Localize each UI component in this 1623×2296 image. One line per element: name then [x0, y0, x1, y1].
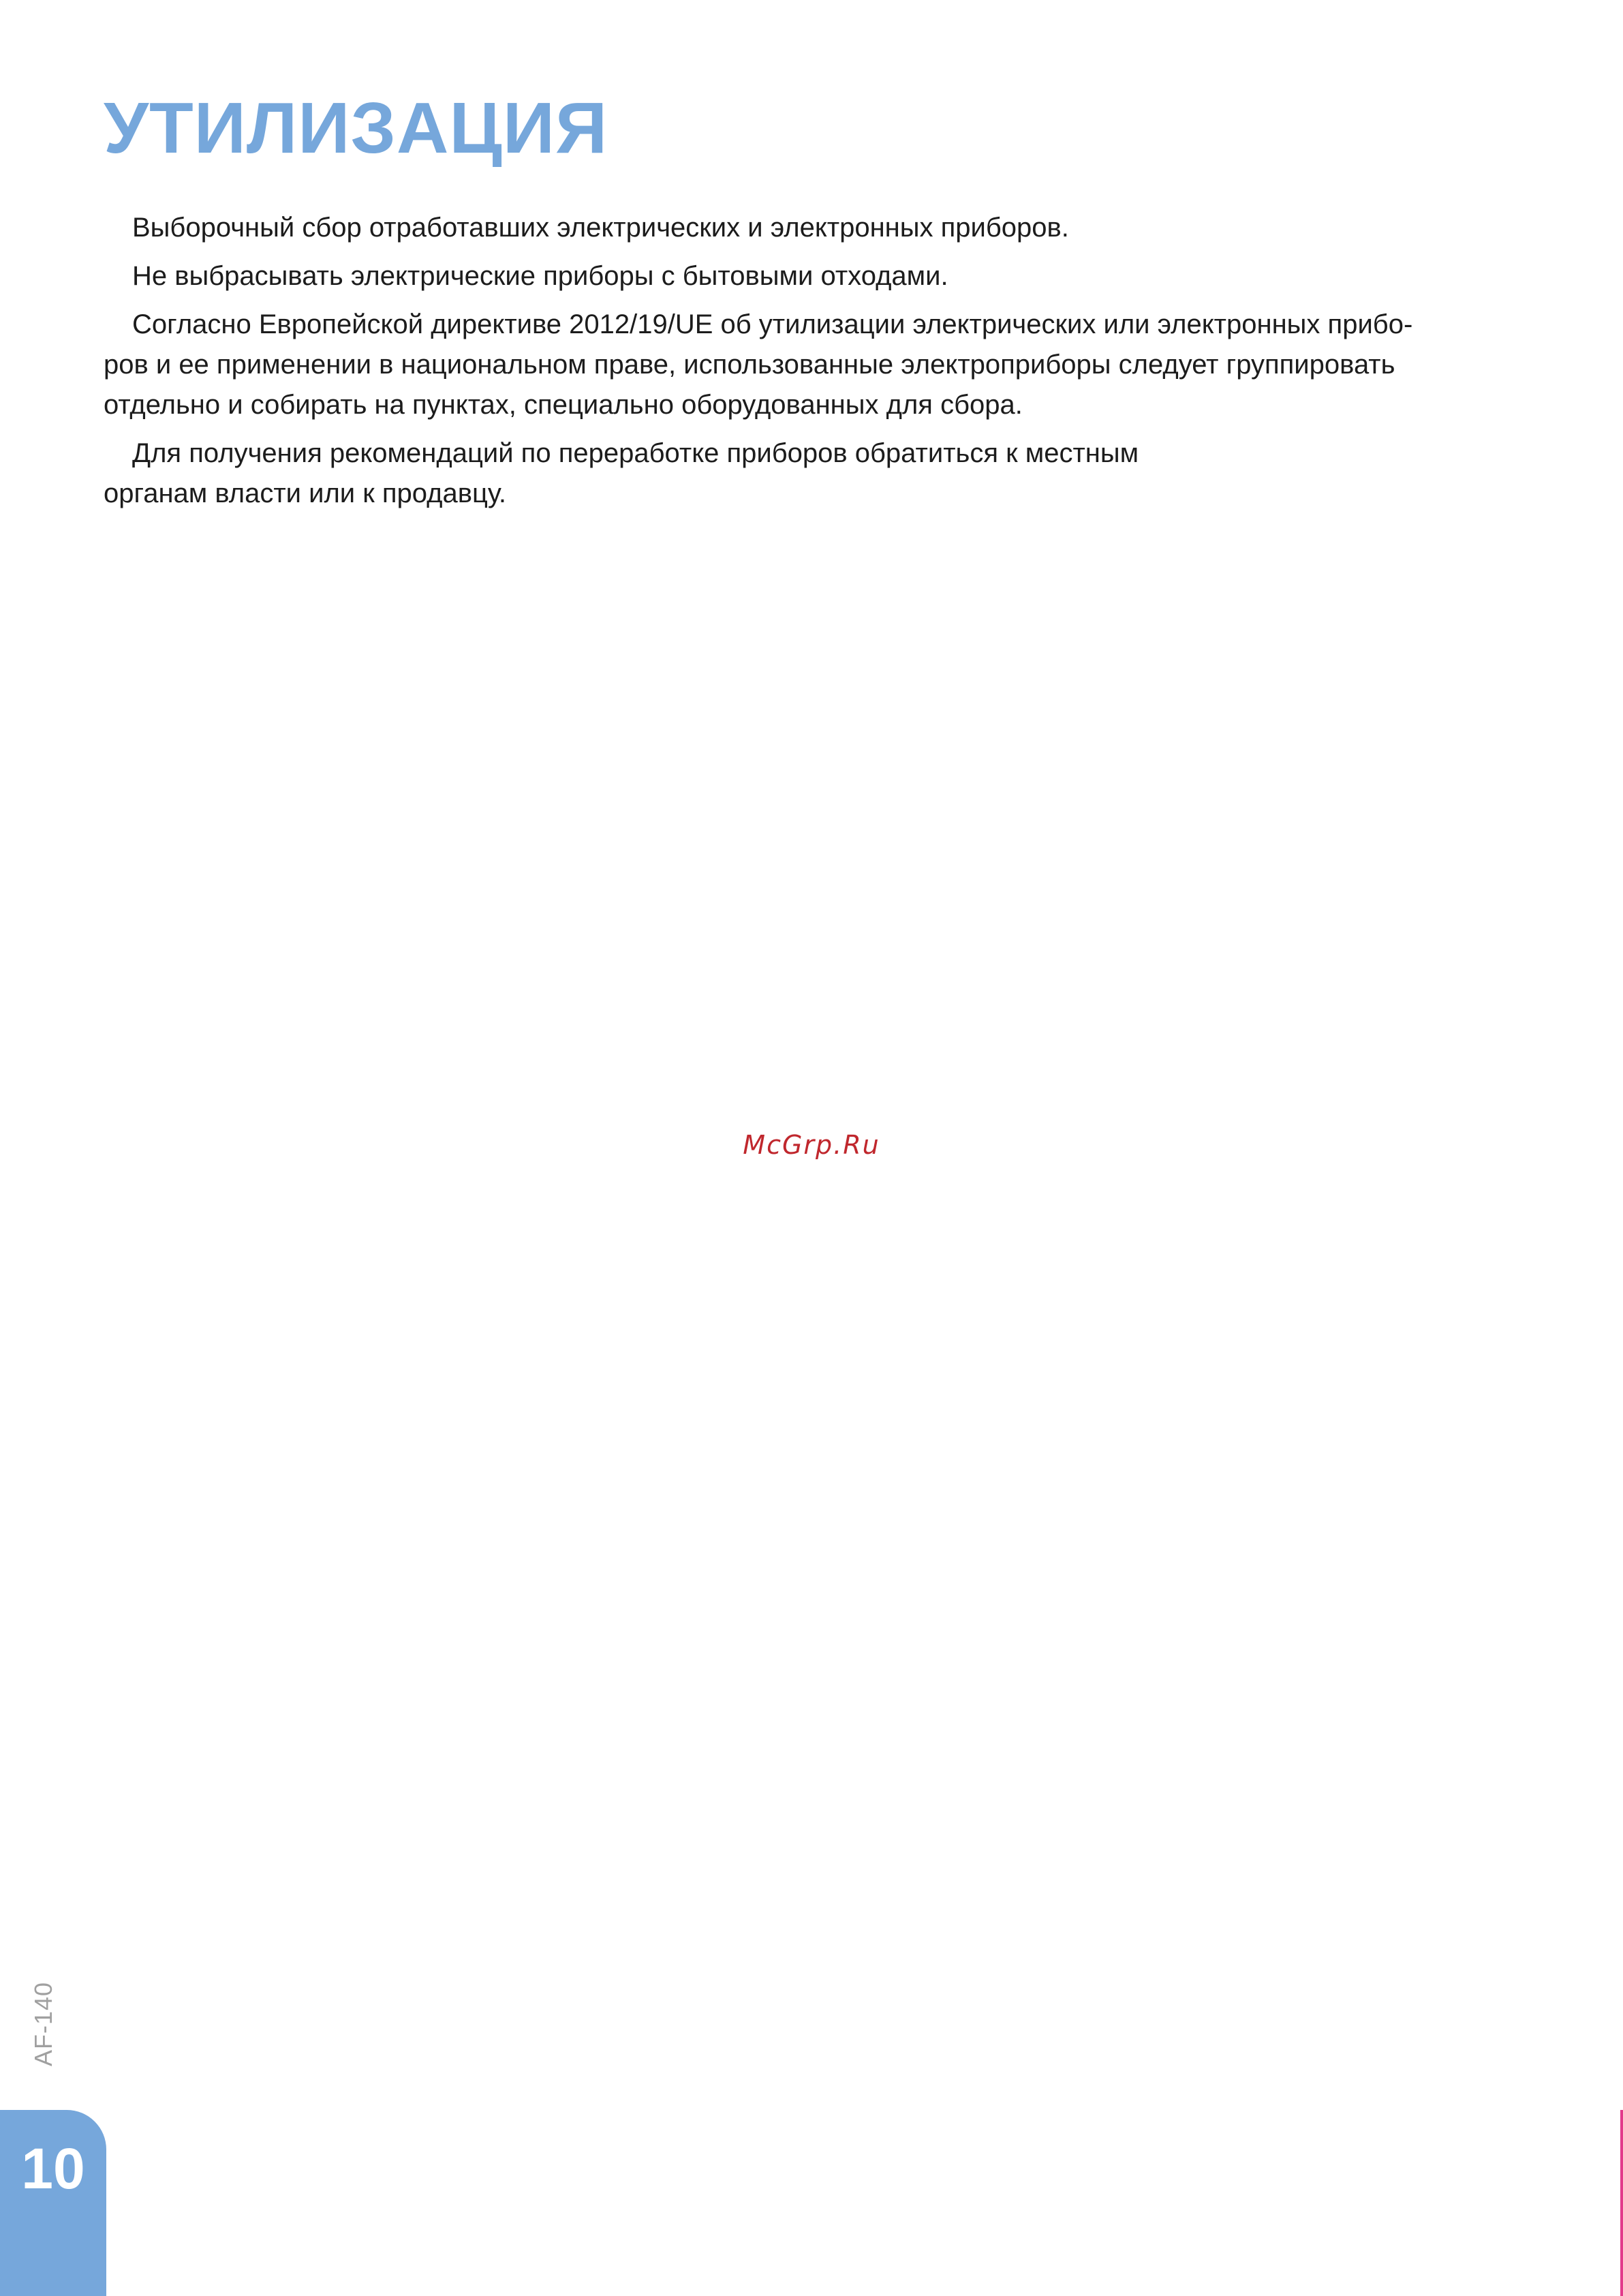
text-line: Выборочный сбор отработавших электрических и электронных приборов. — [132, 213, 1069, 243]
text-line: отдельно и собирать на пунктах, специально оборудованных для сбора. — [104, 390, 1023, 420]
model-label: AF-140 — [29, 1981, 57, 2067]
paragraph-selective-collection — [104, 208, 1519, 248]
body-text — [104, 208, 1519, 522]
text-line: Согласно Европейской директиве 2012/19/UE об утилизации электрических или электронных прибо- — [132, 309, 1413, 339]
paragraph-no-household-waste — [104, 256, 1519, 296]
text-line: Для получения рекомендаций по переработке приборов обратиться к местным — [132, 438, 1139, 468]
paragraph-recycling-advice — [104, 433, 1519, 514]
text-line: органам власти или к продавцу. — [104, 478, 506, 508]
page-number: 10 — [21, 2137, 85, 2201]
edge-accent-line — [1620, 2110, 1623, 2296]
paragraph-eu-directive — [104, 305, 1519, 425]
watermark: McGrp.Ru — [743, 1130, 880, 1160]
page-title: УТИЛИЗАЦИЯ — [104, 88, 608, 168]
text-line: Не выбрасывать электрические приборы с бытовыми отходами. — [132, 261, 948, 291]
text-line: ров и ее применении в национальном праве, использованные электроприборы следует группировать — [104, 350, 1395, 380]
